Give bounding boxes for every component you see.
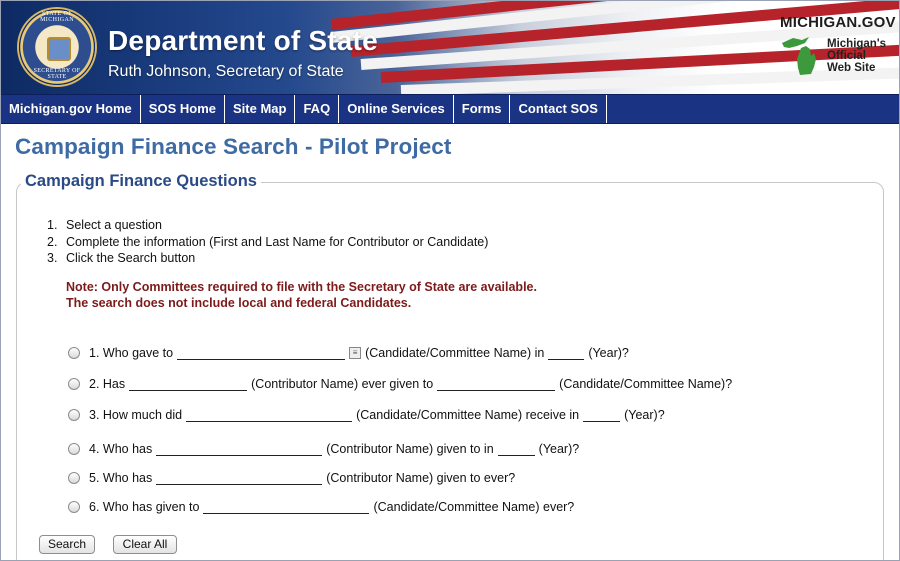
question-text: (Year)? xyxy=(538,442,580,456)
note-text xyxy=(66,279,537,311)
q3-candidate-field[interactable] xyxy=(186,407,352,422)
question-3-radio[interactable] xyxy=(68,409,80,421)
michigan-official-site-text: Michigan's Official Web Site xyxy=(827,38,886,74)
question-text: 4. Who has xyxy=(89,442,153,456)
question-row-5 xyxy=(68,470,515,485)
nav-sos-home[interactable]: SOS Home xyxy=(141,95,225,123)
question-text: (Candidate/Committee Name) ever? xyxy=(373,500,575,514)
question-text: 1. Who gave to xyxy=(89,346,174,360)
michigan-gov-logo-text[interactable]: MICHIGAN.GOV xyxy=(780,14,896,31)
q3-year-field[interactable] xyxy=(583,407,620,422)
nav-faq[interactable]: FAQ xyxy=(295,95,339,123)
question-text: 6. Who has given to xyxy=(89,500,200,514)
clear-all-button[interactable]: Clear All xyxy=(113,535,177,554)
main-nav xyxy=(1,94,899,124)
instructions-list xyxy=(47,217,488,267)
step-number: 2. xyxy=(47,234,58,249)
question-4-radio[interactable] xyxy=(68,443,80,455)
nav-forms[interactable]: Forms xyxy=(454,95,511,123)
header-banner xyxy=(1,1,899,94)
question-row-1 xyxy=(68,345,629,360)
page-title: Campaign Finance Search - Pilot Project xyxy=(15,134,452,159)
note-line: The search does not include local and federal Candidates. xyxy=(66,296,412,310)
q4-year-field[interactable] xyxy=(498,441,535,456)
question-text: (Candidate/Committee Name) in xyxy=(365,346,545,360)
nav-michigan-gov-home[interactable]: Michigan.gov Home xyxy=(1,95,141,123)
lookup-icon[interactable]: ≡ xyxy=(349,347,361,359)
michigan-map-icon[interactable] xyxy=(779,34,825,76)
seal-shield xyxy=(47,37,71,61)
step-number: 3. xyxy=(47,251,58,265)
q2-contributor-field[interactable] xyxy=(129,376,247,391)
q6-candidate-field[interactable] xyxy=(203,499,369,514)
search-button[interactable]: Search xyxy=(39,535,95,554)
instruction-step xyxy=(47,234,488,251)
question-text: (Contributor Name) given to ever? xyxy=(326,471,516,485)
state-seal-icon[interactable] xyxy=(19,9,95,85)
question-5-radio[interactable] xyxy=(68,472,80,484)
question-text: (Year)? xyxy=(624,408,665,422)
department-subtitle: Ruth Johnson, Secretary of State xyxy=(108,63,344,80)
question-text: (Candidate/Committee Name)? xyxy=(559,377,733,391)
section-title: Campaign Finance Questions xyxy=(21,172,261,191)
instruction-step xyxy=(47,217,488,234)
question-text: (Candidate/Committee Name) receive in xyxy=(356,408,580,422)
question-row-2 xyxy=(68,376,732,391)
question-text: (Year)? xyxy=(588,346,629,360)
step-number: 1. xyxy=(47,218,58,232)
question-text: (Contributor Name) ever given to xyxy=(251,377,434,391)
question-row-4 xyxy=(68,441,579,456)
department-title[interactable]: Department of State xyxy=(108,25,378,56)
question-row-6 xyxy=(68,499,574,514)
question-text: 2. Has xyxy=(89,377,126,391)
note-line: Note: Only Committees required to file with the Secretary of State are available. xyxy=(66,280,537,294)
step-text: Complete the information (First and Last Name for Contributor or Candidate) xyxy=(66,234,489,249)
question-row-3 xyxy=(68,407,665,422)
nav-contact-sos[interactable]: Contact SOS xyxy=(510,95,606,123)
question-text: 3. How much did xyxy=(89,408,183,422)
step-text: Click the Search button xyxy=(66,251,196,265)
seal-top-text: STATE OF MICHIGAN xyxy=(40,11,74,23)
q1-year-field[interactable] xyxy=(548,345,584,360)
seal-bottom-text: SECRETARY OF STATE xyxy=(33,68,81,80)
q4-contributor-field[interactable] xyxy=(156,441,322,456)
nav-online-services[interactable]: Online Services xyxy=(339,95,454,123)
question-text: 5. Who has xyxy=(89,471,153,485)
q2-candidate-field[interactable] xyxy=(437,376,555,391)
instruction-step xyxy=(47,250,488,267)
question-2-radio[interactable] xyxy=(68,378,80,390)
question-text: (Contributor Name) given to in xyxy=(326,442,494,456)
step-text: Select a question xyxy=(66,218,162,232)
q5-contributor-field[interactable] xyxy=(156,470,322,485)
q1-candidate-field[interactable] xyxy=(177,345,345,360)
question-6-radio[interactable] xyxy=(68,501,80,513)
nav-site-map[interactable]: Site Map xyxy=(225,95,295,123)
question-1-radio[interactable] xyxy=(68,347,80,359)
